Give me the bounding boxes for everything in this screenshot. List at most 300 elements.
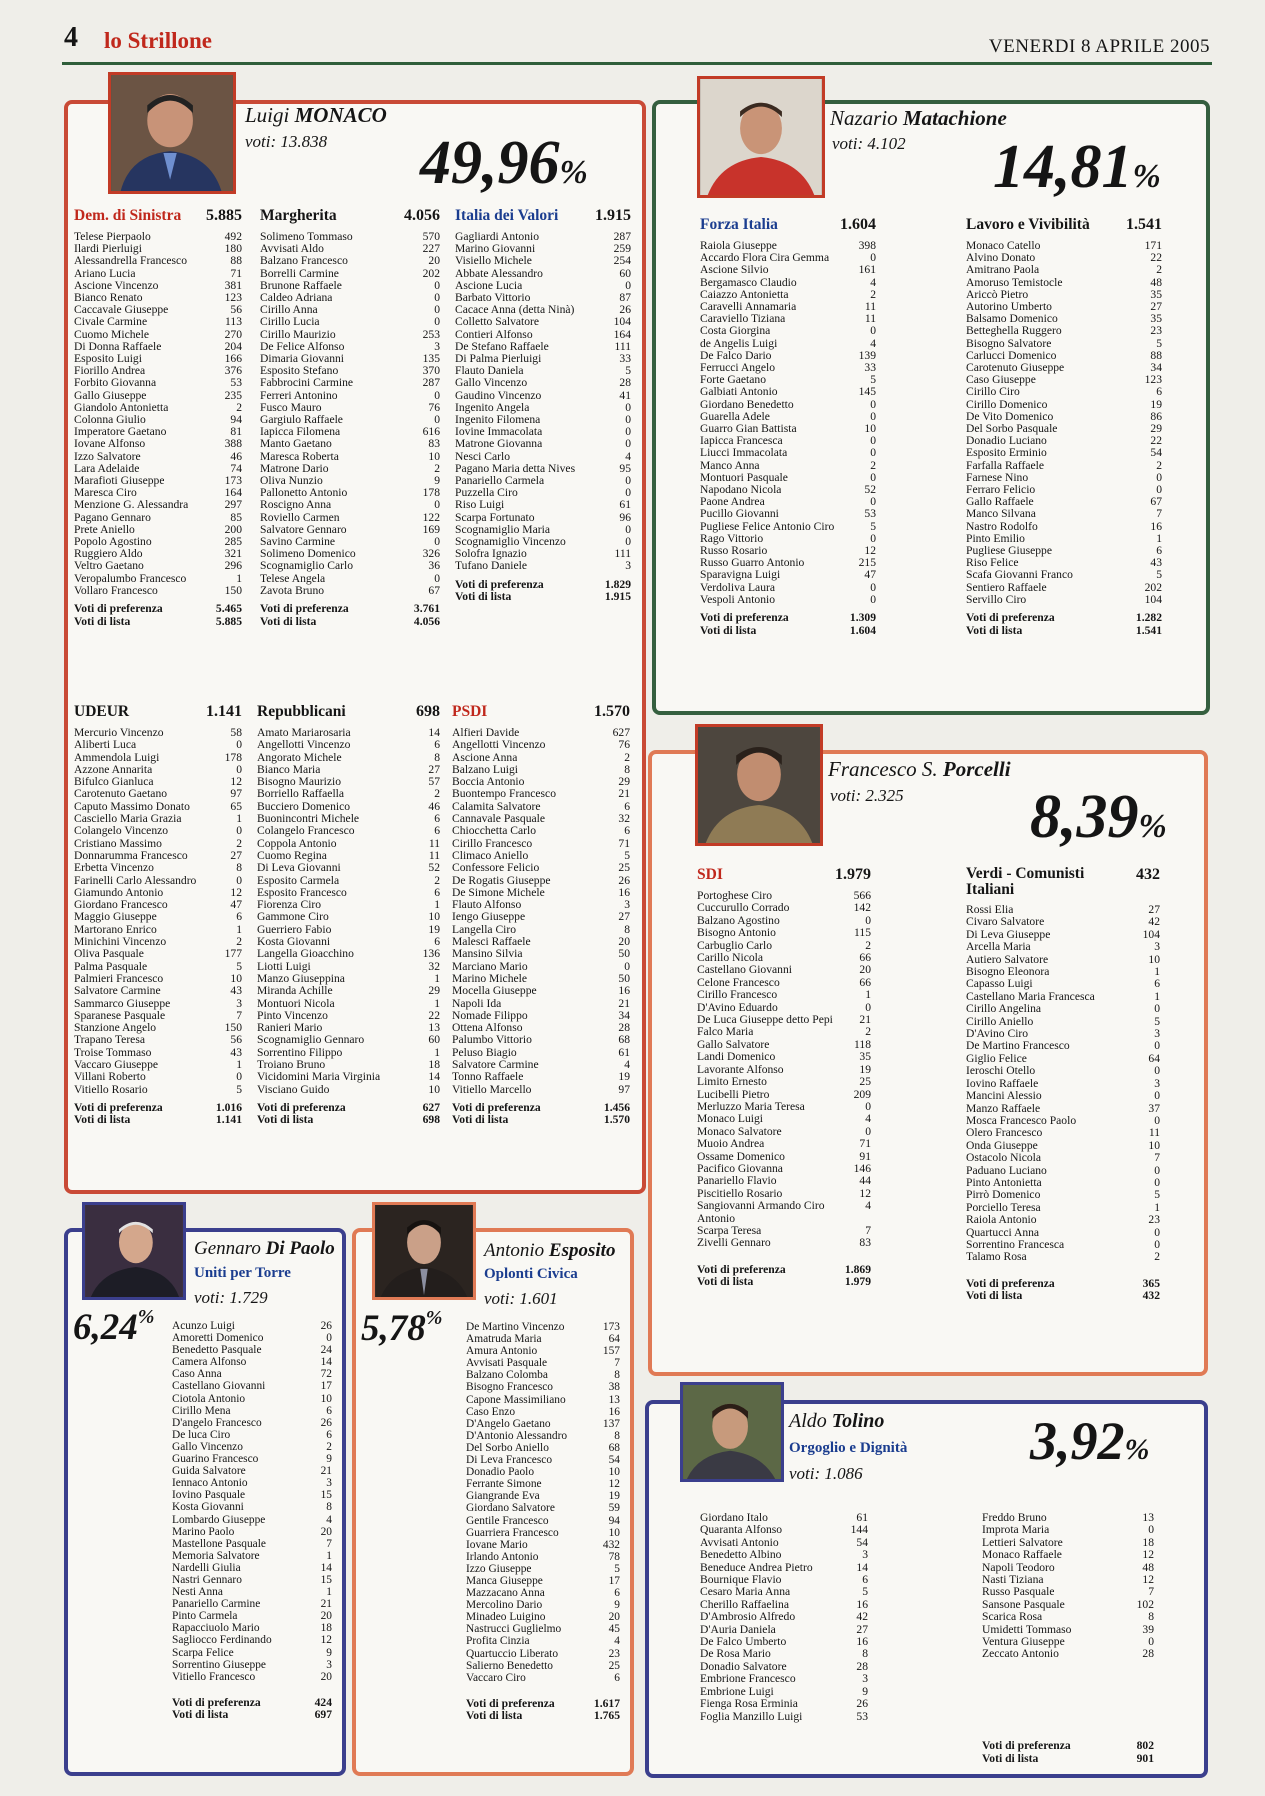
list-votes-row: [260, 616, 440, 628]
councillor-name: Embrione Francesco: [700, 1673, 796, 1686]
councillor-name: De Simone Michele: [452, 886, 545, 899]
newspaper-title: lo Strillone: [104, 28, 212, 53]
councillor-votes: 0: [625, 486, 631, 500]
councillor-name: Malesci Raffaele: [452, 936, 531, 949]
councillor-votes: 72: [320, 1368, 332, 1381]
councillor-name: Flauto Daniela: [455, 365, 524, 378]
list-item: [74, 536, 242, 548]
councillor-votes: 29: [1150, 422, 1162, 436]
candidate-list: [172, 1320, 332, 1683]
councillor-votes: 0: [1154, 1113, 1160, 1127]
party-total: 1.141: [206, 703, 242, 720]
councillor-votes: 0: [1154, 1237, 1160, 1251]
councillor-name: Raiola Giuseppe: [700, 240, 777, 252]
list-item: [172, 1417, 332, 1429]
councillor-name: Telese Angela: [260, 572, 326, 585]
party-name: PSDI: [452, 703, 488, 720]
councillor-votes: 4: [865, 1199, 871, 1213]
list-item: [700, 264, 876, 276]
list-label: Voti di lista: [466, 1709, 523, 1723]
councillor-votes: 0: [236, 824, 242, 838]
councillor-votes: 8: [624, 762, 630, 776]
portrait-icon: [111, 75, 233, 191]
list-item: [172, 1368, 332, 1380]
councillor-votes: 10: [608, 1466, 620, 1479]
councillor-votes: 65: [230, 799, 242, 813]
list-item: [700, 1711, 868, 1723]
list-item: [466, 1442, 620, 1454]
list-item: [455, 341, 631, 353]
list-votes-row: [966, 1290, 1160, 1302]
list-item: [74, 524, 242, 536]
list-item: [982, 1648, 1154, 1660]
councillor-name: Dimaria Giovanni: [260, 353, 345, 366]
councillor-name: Panariello Carmine: [172, 1598, 261, 1611]
councillor-votes: 19: [1150, 397, 1162, 411]
councillor-votes: 28: [618, 1021, 630, 1035]
list-item: [966, 472, 1162, 484]
councillor-votes: 76: [428, 400, 440, 414]
party-sdi: [697, 866, 871, 1366]
councillor-name: Piscitiello Rosario: [697, 1187, 783, 1200]
councillor-name: Ilardi Pierluigi: [74, 243, 142, 256]
councillor-votes: 27: [856, 1622, 868, 1636]
party-totals: [74, 1102, 242, 1127]
list-item: [966, 240, 1162, 252]
councillor-name: Forte Gaetano: [700, 374, 766, 387]
councillor-name: Rapacciuolo Mario: [172, 1622, 260, 1635]
councillor-name: Caputo Massimo Donato: [74, 800, 190, 813]
councillor-votes: 0: [1154, 1064, 1160, 1078]
list-item: [172, 1562, 332, 1574]
list-item: [966, 1127, 1160, 1139]
list-item: [466, 1563, 620, 1575]
list-item: [260, 353, 440, 365]
list-item: [452, 801, 630, 813]
list-item: [966, 411, 1162, 423]
councillor-votes: 18: [320, 1622, 332, 1635]
list-item: [466, 1611, 620, 1623]
list-item: [257, 862, 440, 874]
councillor-name: Contieri Alfonso: [455, 328, 533, 341]
list-item: [982, 1624, 1154, 1636]
councillor-name: Farfalla Raffaele: [966, 459, 1044, 472]
councillor-votes: 10: [428, 1082, 440, 1096]
councillor-votes: 71: [618, 836, 630, 850]
councillor-name: Stanzione Angelo: [74, 1022, 157, 1035]
councillor-votes: 9: [326, 1646, 332, 1659]
councillor-votes: 56: [230, 1033, 242, 1047]
list-item: [466, 1345, 620, 1357]
councillor-name: Kosta Giovanni: [172, 1501, 244, 1514]
councillor-name: Giordano Italo: [700, 1512, 768, 1524]
party-name: Forza Italia: [700, 216, 778, 233]
list-item: [172, 1332, 332, 1344]
councillor-votes: 42: [856, 1610, 868, 1624]
councillor-votes: 53: [230, 376, 242, 390]
councillor-votes: 0: [434, 315, 440, 329]
councillor-votes: 37: [1148, 1101, 1160, 1115]
candidate-name-dipaolo: Gennaro Di Paolo: [194, 1238, 335, 1259]
councillor-votes: 2: [865, 1025, 871, 1039]
list-votes-row: [466, 1710, 620, 1722]
list-item: [966, 1028, 1160, 1040]
list-item: [74, 936, 242, 948]
candidate-votes-porcelli: voti: 2.325: [830, 786, 904, 805]
councillor-votes: 180: [224, 242, 242, 256]
councillor-name: Monaco Salvatore: [697, 1125, 782, 1138]
list-item: [257, 727, 440, 739]
councillor-name: Napoli Teodoro: [982, 1561, 1055, 1574]
list-item: [455, 560, 631, 572]
list-item: [982, 1574, 1154, 1586]
councillor-name: Bournique Flavio: [700, 1574, 782, 1587]
councillor-name: Manca Giuseppe: [466, 1574, 543, 1587]
councillor-votes: 3: [1154, 1027, 1160, 1041]
party-margherita: [260, 207, 440, 685]
councillor-name: Visiello Michele: [455, 255, 532, 268]
councillor-votes: 9: [434, 474, 440, 488]
councillor-name: Mosca Francesco Paolo: [966, 1114, 1077, 1127]
councillor-name: Gallo Vincenzo: [455, 377, 528, 390]
list-item: [74, 973, 242, 985]
list-item: [966, 496, 1162, 508]
councillor-votes: 42: [1148, 915, 1160, 929]
councillor-votes: 6: [434, 824, 440, 838]
list-item: [466, 1381, 620, 1393]
list-item: [700, 1524, 868, 1536]
list-item: [966, 362, 1162, 374]
councillor-votes: 8: [862, 1647, 868, 1661]
party-name: Lavoro e Vivibilità: [966, 216, 1090, 233]
councillor-votes: 10: [1148, 1138, 1160, 1152]
list-item: [260, 280, 440, 292]
list-item: [257, 899, 440, 911]
list-item: [700, 484, 876, 496]
councillor-votes: 0: [625, 474, 631, 488]
councillor-votes: 16: [618, 885, 630, 899]
councillor-name: Izzo Salvatore: [74, 450, 141, 463]
list-item: [74, 764, 242, 776]
councillor-name: Amoretti Domenico: [172, 1332, 264, 1345]
list-value: 1.979: [844, 1275, 871, 1289]
councillor-votes: 0: [625, 522, 631, 536]
councillor-votes: 3: [862, 1672, 868, 1686]
list-item: [966, 594, 1162, 606]
councillor-name: Giordano Francesco: [74, 899, 168, 912]
list-item: [697, 1039, 871, 1051]
list-item: [700, 362, 876, 374]
party-totals: [966, 1278, 1160, 1303]
councillor-votes: 26: [856, 1697, 868, 1711]
list-item: [257, 875, 440, 887]
councillor-name: Angorato Michele: [257, 751, 342, 764]
councillor-name: Oliva Pasquale: [74, 948, 144, 961]
councillor-name: Esposito Francesco: [257, 886, 347, 899]
councillor-votes: 1: [865, 988, 871, 1002]
councillor-votes: 13: [428, 1021, 440, 1035]
councillor-votes: 6: [434, 738, 440, 752]
councillor-votes: 6: [1154, 977, 1160, 991]
candidate-list: [982, 1512, 1154, 1661]
councillor-votes: 94: [230, 413, 242, 427]
councillor-name: D'Angelo Gaetano: [466, 1417, 551, 1430]
list-item: [257, 739, 440, 751]
list-item: [466, 1551, 620, 1563]
list-item: [697, 1237, 871, 1249]
councillor-name: Gallo Vincenzo: [172, 1440, 243, 1453]
councillor-votes: 10: [1148, 952, 1160, 966]
councillor-name: Guarro Gian Battista: [700, 423, 797, 436]
list-item: [74, 243, 242, 255]
list-item: [700, 545, 876, 557]
councillor-votes: 10: [320, 1392, 332, 1405]
list-item: [74, 390, 242, 402]
councillor-votes: 71: [859, 1137, 871, 1151]
councillor-votes: 50: [618, 947, 630, 961]
councillor-name: Buonincontri Michele: [257, 813, 360, 826]
list-item: [455, 524, 631, 536]
councillor-votes: 88: [1150, 348, 1162, 362]
councillor-votes: 23: [1148, 1213, 1160, 1227]
councillor-votes: 2: [1156, 263, 1162, 277]
councillor-votes: 11: [428, 848, 440, 862]
councillor-votes: 1: [1154, 1200, 1160, 1214]
councillor-name: Mocella Giuseppe: [452, 985, 537, 998]
list-item: [697, 1213, 871, 1225]
list-item: [172, 1405, 332, 1417]
councillor-name: Di Leva Giovanni: [257, 862, 341, 875]
councillor-name: Guerriero Fabio: [257, 923, 332, 936]
preference-label: Voti di preferenza: [466, 1696, 555, 1710]
list-item: [466, 1418, 620, 1430]
councillor-name: Limito Ernesto: [697, 1076, 767, 1089]
councillor-name: Sangiovanni Armando Ciro: [697, 1200, 825, 1213]
list-item: [260, 304, 440, 316]
councillor-name: Zeccato Antonio: [982, 1648, 1059, 1661]
preference-value: 1.016: [215, 1100, 242, 1114]
councillor-votes: 74: [230, 461, 242, 475]
councillor-votes: 10: [428, 910, 440, 924]
councillor-votes: 5: [1154, 1188, 1160, 1202]
list-item: [260, 536, 440, 548]
list-item: [455, 536, 631, 548]
councillor-votes: 10: [864, 422, 876, 436]
councillor-votes: 136: [422, 947, 440, 961]
list-item: [74, 402, 242, 414]
list-value: 1.141: [215, 1113, 242, 1127]
councillor-name: Ruggiero Aldo: [74, 548, 143, 561]
councillor-votes: 27: [1148, 903, 1160, 916]
councillor-votes: 259: [613, 242, 631, 256]
councillor-name: Vaccaro Ciro: [466, 1671, 526, 1684]
councillor-name: Peluso Biagio: [452, 1046, 517, 1059]
councillor-name: Donadio Luciano: [966, 435, 1047, 448]
councillor-name: Lara Adelaide: [74, 462, 140, 475]
list-item: [260, 438, 440, 450]
list-item: [257, 936, 440, 948]
councillor-votes: 118: [854, 1037, 871, 1051]
councillor-votes: 10: [428, 449, 440, 463]
councillor-name: Tufano Daniele: [455, 560, 528, 573]
list-item: [257, 924, 440, 936]
party-verdi-comunisti: [966, 866, 1160, 1366]
councillor-name: Nastri Gennaro: [172, 1573, 242, 1586]
party-name: Verdi - Comunisti Italiani: [966, 866, 1085, 898]
councillor-votes: 5: [1156, 568, 1162, 582]
councillor-votes: 1: [1156, 531, 1162, 545]
councillor-votes: 46: [230, 449, 242, 463]
party-totals: [982, 1740, 1154, 1765]
councillor-votes: 616: [422, 425, 440, 439]
councillor-votes: 4: [624, 1058, 630, 1072]
list-item: [697, 1126, 871, 1138]
list-item: [74, 487, 242, 499]
councillor-name: Scarpa Felice: [172, 1646, 234, 1659]
councillor-votes: 0: [870, 434, 876, 448]
councillor-name: Palumbo Vittorio: [452, 1034, 532, 1047]
candidate-list: [257, 727, 440, 1096]
list-item: [260, 292, 440, 304]
councillor-votes: 12: [320, 1634, 332, 1647]
list-item: [260, 268, 440, 280]
councillor-votes: 270: [224, 327, 242, 341]
list-item: [455, 255, 631, 267]
list-item: [700, 423, 876, 435]
list-item: [452, 862, 630, 874]
councillor-votes: 161: [858, 263, 876, 277]
list-item: [697, 1225, 871, 1237]
councillor-votes: 150: [224, 583, 242, 597]
councillor-votes: 3: [862, 1548, 868, 1562]
list-item: [452, 985, 630, 997]
councillor-name: Cirillo Lucia: [260, 316, 320, 329]
councillor-votes: 7: [1148, 1585, 1154, 1599]
councillor-name: Esposito Stefano: [260, 365, 339, 378]
list-item: [466, 1333, 620, 1345]
councillor-name: Mastellone Pasquale: [172, 1537, 266, 1550]
party-totals: [172, 1697, 332, 1722]
councillor-name: Colonna Giulio: [74, 414, 146, 427]
councillor-votes: 9: [862, 1684, 868, 1698]
preference-value: 365: [1142, 1276, 1160, 1290]
councillor-votes: 177: [224, 947, 242, 961]
councillor-votes: 0: [625, 535, 631, 549]
party-header: [700, 216, 876, 240]
councillor-votes: 0: [870, 470, 876, 484]
list-item: [74, 801, 242, 813]
councillor-votes: 1: [1154, 965, 1160, 979]
councillor-votes: 7: [236, 1008, 242, 1022]
list-item: [697, 989, 871, 1001]
councillor-votes: 7: [326, 1537, 332, 1550]
councillor-votes: 2: [1154, 1250, 1160, 1264]
list-votes-row: [172, 1709, 332, 1721]
list-value: 1.765: [593, 1709, 620, 1723]
councillor-name: Pugliese Felice Antonio Ciro: [700, 520, 835, 533]
party-header: [455, 207, 631, 231]
party-dem-sinistra: [74, 207, 242, 685]
list-item: [172, 1647, 332, 1659]
candidate-list: [700, 240, 876, 606]
preference-votes-row: [982, 1740, 1154, 1752]
councillor-votes: 12: [1142, 1548, 1154, 1562]
list-item: [966, 904, 1160, 916]
councillor-name: Vaccaro Giuseppe: [74, 1059, 159, 1072]
councillor-votes: 2: [865, 938, 871, 952]
councillor-votes: 2: [870, 458, 876, 472]
list-item: [260, 573, 440, 585]
councillor-votes: 27: [230, 848, 242, 862]
list-item: [966, 1152, 1160, 1164]
list-item: [700, 594, 876, 606]
list-item: [452, 850, 630, 862]
list-item: [74, 739, 242, 751]
councillor-name: Veltro Gaetano: [74, 560, 144, 573]
councillor-votes: 33: [864, 361, 876, 375]
list-item: [466, 1635, 620, 1647]
party-italia-valori: [455, 207, 631, 685]
councillor-name: Telese Pierpaolo: [74, 231, 151, 243]
list-item: [260, 377, 440, 389]
councillor-votes: 164: [224, 486, 242, 500]
councillor-votes: 12: [230, 775, 242, 789]
councillor-votes: 627: [612, 726, 630, 739]
party-header: [257, 703, 440, 727]
councillor-votes: 5: [870, 373, 876, 387]
councillor-name: Kosta Giovanni: [257, 936, 331, 949]
councillor-votes: 104: [1142, 927, 1160, 941]
councillor-name: Pagano Maria detta Nives: [455, 462, 576, 475]
councillor-name: Cirillo Mena: [172, 1404, 231, 1417]
councillor-name: Paduano Luciano: [966, 1164, 1047, 1177]
list-item: [966, 313, 1162, 325]
list-item: [966, 374, 1162, 386]
councillor-votes: 0: [865, 913, 871, 927]
list-item: [452, 838, 630, 850]
list-item: [455, 365, 631, 377]
party-totals: [260, 603, 440, 628]
councillor-name: Nomade Filippo: [452, 1009, 528, 1022]
councillor-votes: 29: [618, 775, 630, 789]
preference-label: Voti di preferenza: [74, 602, 163, 616]
councillor-votes: 3: [434, 339, 440, 353]
councillor-name: Nesci Carlo: [455, 450, 511, 463]
councillor-name: Cirillo Aniello: [966, 1015, 1034, 1028]
councillor-votes: 12: [608, 1478, 620, 1491]
councillor-votes: 0: [1154, 1002, 1160, 1016]
councillor-name: Avvisati Pasquale: [466, 1357, 548, 1370]
councillor-votes: 8: [1148, 1610, 1154, 1624]
list-item: [260, 560, 440, 572]
councillor-name: Nesti Anna: [172, 1586, 223, 1599]
councillor-name: Di Leva Francesco: [466, 1454, 553, 1467]
councillor-votes: 43: [1150, 556, 1162, 570]
councillor-name: Pallonetto Antonio: [260, 487, 348, 500]
list-uniti-per-torre: [172, 1320, 332, 1770]
list-item: [700, 386, 876, 398]
councillor-name: Confessore Felicio: [452, 862, 540, 875]
councillor-votes: 19: [618, 1070, 630, 1084]
candidate-list: [452, 727, 630, 1096]
councillor-name: Bifulco Gianluca: [74, 776, 154, 789]
councillor-name: Chiocchetta Carlo: [452, 825, 537, 838]
list-item: [260, 426, 440, 438]
councillor-name: Nasti Tiziana: [982, 1574, 1044, 1587]
councillor-name: Bisogno Antonio: [697, 927, 776, 940]
preference-value: 3.761: [413, 602, 440, 616]
candidate-name-esposito: Antonio Esposito: [484, 1240, 616, 1261]
